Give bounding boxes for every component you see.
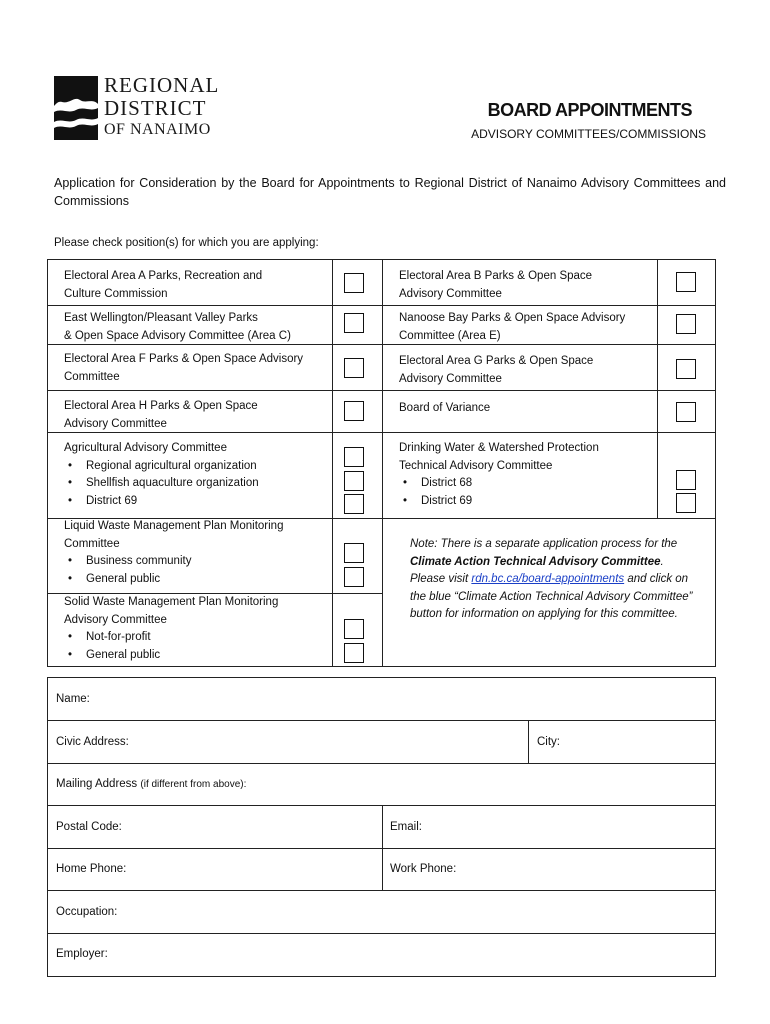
- list-item: • Regional agricultural organization: [86, 458, 259, 476]
- page-title: BOARD APPOINTMENTS: [487, 100, 692, 120]
- committee-nanoose-bay: [399, 310, 625, 345]
- note-text: Note: There is a separate application process for the: [410, 538, 678, 550]
- divider: [48, 305, 382, 306]
- committee-label: Committee: [64, 370, 120, 383]
- committee-label: East Wellington/Pleasant Valley Parks: [64, 312, 258, 324]
- checkbox-liquid-waste-public[interactable]: [344, 567, 364, 587]
- checkbox-area-h[interactable]: [344, 401, 364, 421]
- divider: [332, 518, 333, 666]
- mailing-address-field[interactable]: [56, 778, 246, 790]
- list-item: • District 69: [421, 493, 599, 511]
- postal-code-field[interactable]: Postal Code:: [56, 821, 122, 833]
- logo-line-1: REGIONAL: [104, 73, 220, 97]
- board-appointments-link[interactable]: rdn.bc.ca/board-appointments: [471, 573, 625, 585]
- committee-area-b: [399, 268, 592, 303]
- committee-label: Committee: [64, 537, 120, 550]
- committee-label: Committee (Area E): [399, 329, 501, 342]
- rdn-logo-icon: [52, 74, 100, 144]
- checkbox-area-g[interactable]: [676, 359, 696, 379]
- committee-area-a: [64, 268, 262, 303]
- committee-label: Drinking Water & Watershed Protection: [399, 442, 599, 454]
- committee-label: Advisory Committee: [64, 613, 167, 626]
- committee-label: Electoral Area A Parks, Recreation and: [64, 270, 263, 282]
- committee-liquid-waste: [64, 518, 283, 588]
- committee-label: Electoral Area G Parks & Open Space: [399, 355, 594, 367]
- divider: [48, 720, 715, 721]
- committee-label: Board of Variance: [399, 402, 491, 414]
- committee-solid-waste: [64, 594, 278, 664]
- committee-label: Culture Commission: [64, 287, 168, 300]
- checkbox-solid-waste-nonprofit[interactable]: [344, 619, 364, 639]
- drinking-water-options: [399, 475, 599, 510]
- divider: [657, 260, 658, 518]
- solid-waste-options: [64, 629, 278, 664]
- list-item: • Not-for-profit: [86, 629, 278, 647]
- divider: [48, 763, 715, 764]
- divider: [382, 305, 715, 306]
- intro-text: Application for Consideration by the Board for Appointments to Regional District of Nanaimo Advisory Committees and Commissions: [54, 176, 726, 208]
- list-item: • General public: [86, 571, 283, 589]
- committee-label: Advisory Committee: [399, 372, 502, 385]
- civic-address-field[interactable]: Civic Address:: [56, 736, 129, 748]
- list-item: • District 68: [421, 475, 599, 493]
- mailing-address-note: (if different from above):: [140, 779, 247, 790]
- checkbox-area-e[interactable]: [676, 314, 696, 334]
- checkbox-area-a[interactable]: [344, 273, 364, 293]
- list-item: • District 69: [86, 493, 259, 511]
- instructions: Please check position(s) for which you are applying:: [54, 237, 319, 249]
- name-field[interactable]: Name:: [56, 693, 90, 705]
- list-item: • Shellfish aquaculture organization: [86, 475, 259, 493]
- work-phone-field[interactable]: Work Phone:: [390, 863, 457, 875]
- divider: [528, 720, 529, 763]
- divider: [382, 260, 383, 666]
- committee-label: Nanoose Bay Parks & Open Space Advisory: [399, 312, 626, 324]
- list-item: • General public: [86, 647, 278, 665]
- committee-label: & Open Space Advisory Committee (Area C): [64, 329, 291, 342]
- committee-label: Electoral Area B Parks & Open Space: [399, 270, 593, 282]
- committee-label: Electoral Area F Parks & Open Space Advisory: [64, 353, 304, 365]
- checkbox-solid-waste-public[interactable]: [344, 643, 364, 663]
- committee-table: [47, 259, 716, 667]
- note-committee-name: Climate Action Technical Advisory Committee: [410, 555, 661, 568]
- home-phone-field[interactable]: Home Phone:: [56, 863, 127, 875]
- committee-area-g: [399, 353, 593, 388]
- note-text: . Please visit: [410, 555, 664, 585]
- email-field[interactable]: Email:: [390, 821, 422, 833]
- committee-board-of-variance: [399, 400, 490, 418]
- liquid-waste-options: [64, 553, 283, 588]
- logo-wordmark: [104, 74, 219, 140]
- checkbox-area-f[interactable]: [344, 358, 364, 378]
- checkbox-liquid-waste-business[interactable]: [344, 543, 364, 563]
- occupation-field[interactable]: Occupation:: [56, 906, 118, 918]
- logo-line-2: DISTRICT: [104, 96, 207, 120]
- committee-drinking-water: [399, 440, 599, 510]
- logo-line-3: OF NANAIMO: [104, 121, 211, 138]
- climate-action-note: [410, 536, 700, 624]
- committee-label: Technical Advisory Committee: [399, 459, 553, 472]
- checkbox-drinking-water-district69[interactable]: [676, 493, 696, 513]
- divider: [332, 260, 333, 518]
- committee-label: Electoral Area H Parks & Open Space: [64, 400, 258, 412]
- committee-east-wellington: [64, 310, 291, 345]
- divider: [48, 890, 715, 891]
- divider: [48, 390, 715, 391]
- mailing-address-label: Mailing Address: [56, 778, 138, 790]
- checkbox-agricultural-shellfish[interactable]: [344, 471, 364, 491]
- divider: [382, 805, 383, 890]
- committee-area-f: [64, 351, 303, 386]
- committee-label: Advisory Committee: [399, 287, 502, 300]
- list-item: • Business community: [86, 553, 283, 571]
- agricultural-options: [64, 458, 259, 511]
- committee-agricultural: [64, 440, 259, 510]
- checkbox-board-of-variance[interactable]: [676, 402, 696, 422]
- committee-label: Advisory Committee: [64, 417, 167, 430]
- committee-area-h: [64, 398, 258, 433]
- city-field[interactable]: City:: [537, 736, 560, 748]
- checkbox-agricultural-regional[interactable]: [344, 447, 364, 467]
- checkbox-area-c[interactable]: [344, 313, 364, 333]
- committee-label: Liquid Waste Management Plan Monitoring: [64, 520, 284, 532]
- employer-field[interactable]: Employer:: [56, 948, 108, 960]
- checkbox-agricultural-district69[interactable]: [344, 494, 364, 514]
- divider: [48, 933, 715, 934]
- checkbox-drinking-water-district68[interactable]: [676, 470, 696, 490]
- note-text: and click on the blue “Climate Action Technical Advisory Committee” button for information on applying for this committee.: [410, 573, 693, 620]
- committee-label: Solid Waste Management Plan Monitoring: [64, 596, 279, 608]
- applicant-info-table: [47, 677, 716, 977]
- page-subtitle: ADVISORY COMMITTEES/COMMISSIONS: [471, 127, 706, 141]
- checkbox-area-b[interactable]: [676, 272, 696, 292]
- committee-label: Agricultural Advisory Committee: [64, 442, 227, 454]
